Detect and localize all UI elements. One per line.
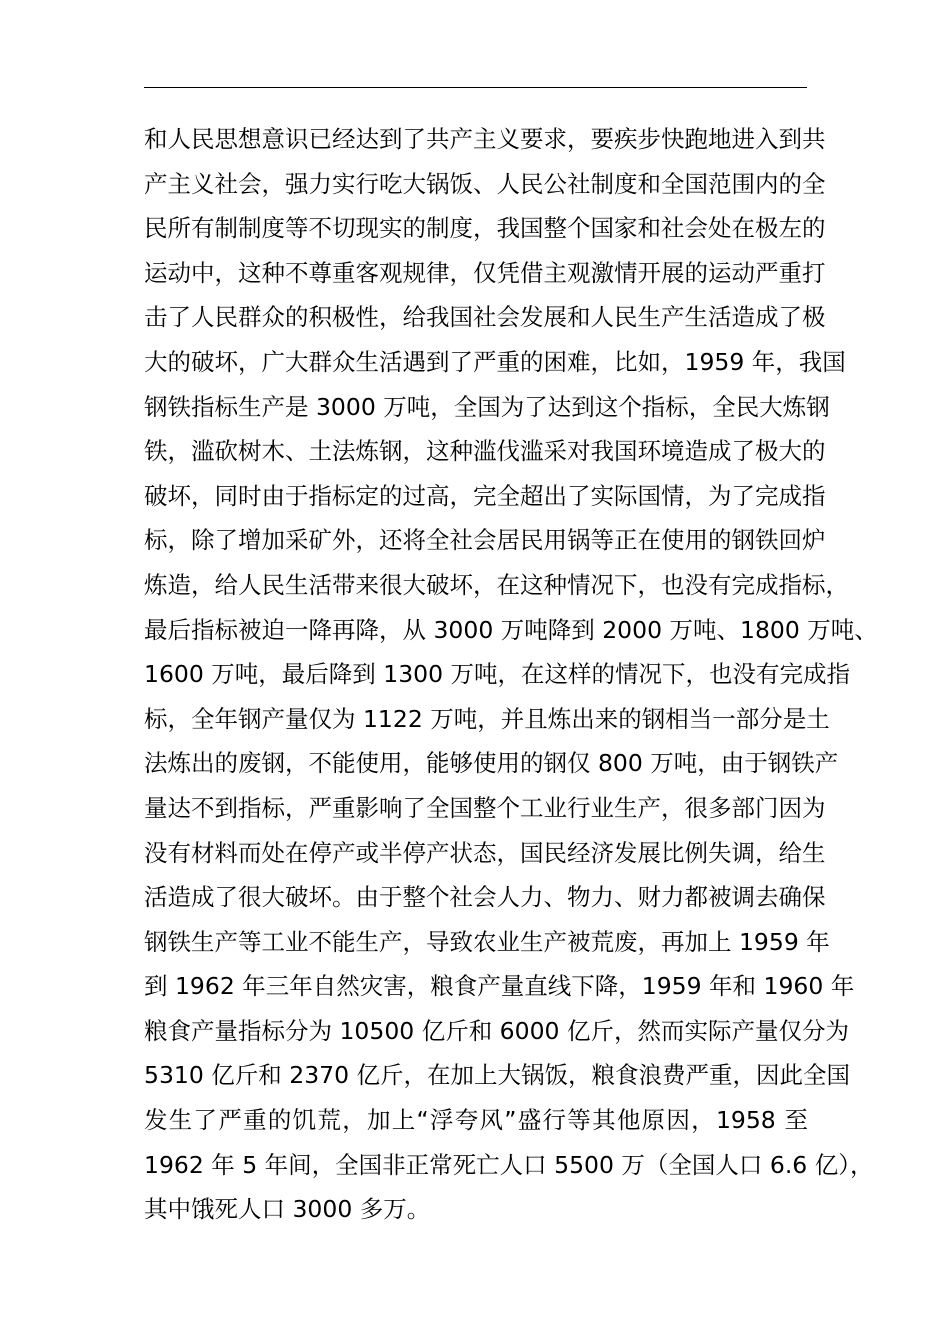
text-line: 最后指标被迫一降再降，从 3000 万吨降到 2000 万吨、1800 万吨、 [144, 615, 878, 644]
text-line: 1962 年 5 年间，全国非正常死亡人口 5500 万（全国人口 6.6 亿）， [144, 1150, 874, 1179]
text-line: 大的破坏，广大群众生活遇到了严重的困难，比如，1959 年，我国 [144, 347, 846, 376]
text-line: 1600 万吨，最后降到 1300 万吨，在这样的情况下，也没有完成指 [144, 660, 851, 689]
text-line: 钢铁指标生产是 3000 万吨，全国为了达到这个指标，全民大炼钢 [144, 392, 830, 421]
text-line: 发生了严重的饥荒，加上“浮夸风”盛行等其他原因，1958 至 [144, 1106, 808, 1135]
text-line: 没有材料而处在停产或半停产状态，国民经济发展比例失调，给生 [144, 838, 826, 867]
text-line: 铁，滥砍树木、土法炼钢，这种滥伐滥采对我国环境造成了极大的 [144, 437, 826, 466]
text-line: 标，除了增加采矿外，还将全社会居民用锅等正在使用的钢铁回炉 [144, 526, 826, 555]
text-line: 到 1962 年三年自然灾害，粮食产量直线下降，1959 年和 1960 年 [144, 972, 855, 1001]
text-line: 5310 亿斤和 2370 亿斤，在加上大锅饭，粮食浪费严重，因此全国 [144, 1061, 851, 1090]
text-line: 炼造，给人民生活带来很大破坏，在这种情况下，也没有完成指标， [144, 570, 849, 599]
text-line: 破坏，同时由于指标定的过高，完全超出了实际国情，为了完成指 [144, 481, 826, 510]
text-line: 产主义社会，强力实行吃大锅饭、人民公社制度和全国范围内的全 [144, 169, 826, 198]
text-line: 其中饿死人口 3000 多万。 [144, 1195, 431, 1224]
text-line: 击了人民群众的积极性，给我国社会发展和人民生产生活造成了极 [144, 303, 826, 332]
text-line: 量达不到指标，严重影响了全国整个工业行业生产，很多部门因为 [144, 793, 826, 822]
text-line: 和人民思想意识已经达到了共产主义要求，要疾步快跑地进入到共 [144, 125, 826, 153]
text-line: 民所有制制度等不切现实的制度，我国整个国家和社会处在极左的 [144, 214, 826, 243]
body-paragraph [144, 117, 878, 1232]
text-line: 法炼出的废钢，不能使用，能够使用的钢仅 800 万吨，由于钢铁产 [144, 749, 839, 778]
text-line: 标，全年钢产量仅为 1122 万吨，并且炼出来的钢相当一部分是土 [144, 704, 830, 733]
text-line: 运动中，这种不尊重客观规律，仅凭借主观激情开展的运动严重打 [144, 258, 826, 287]
text-line: 活造成了很大破坏。由于整个社会人力、物力、财力都被调去确保 [144, 883, 826, 912]
text-line: 粮食产量指标分为 10500 亿斤和 6000 亿斤，然而实际产量仅分为 [144, 1016, 849, 1045]
header-rule [144, 87, 807, 88]
text-line: 钢铁生产等工业不能生产，导致农业生产被荒废，再加上 1959 年 [144, 927, 830, 956]
